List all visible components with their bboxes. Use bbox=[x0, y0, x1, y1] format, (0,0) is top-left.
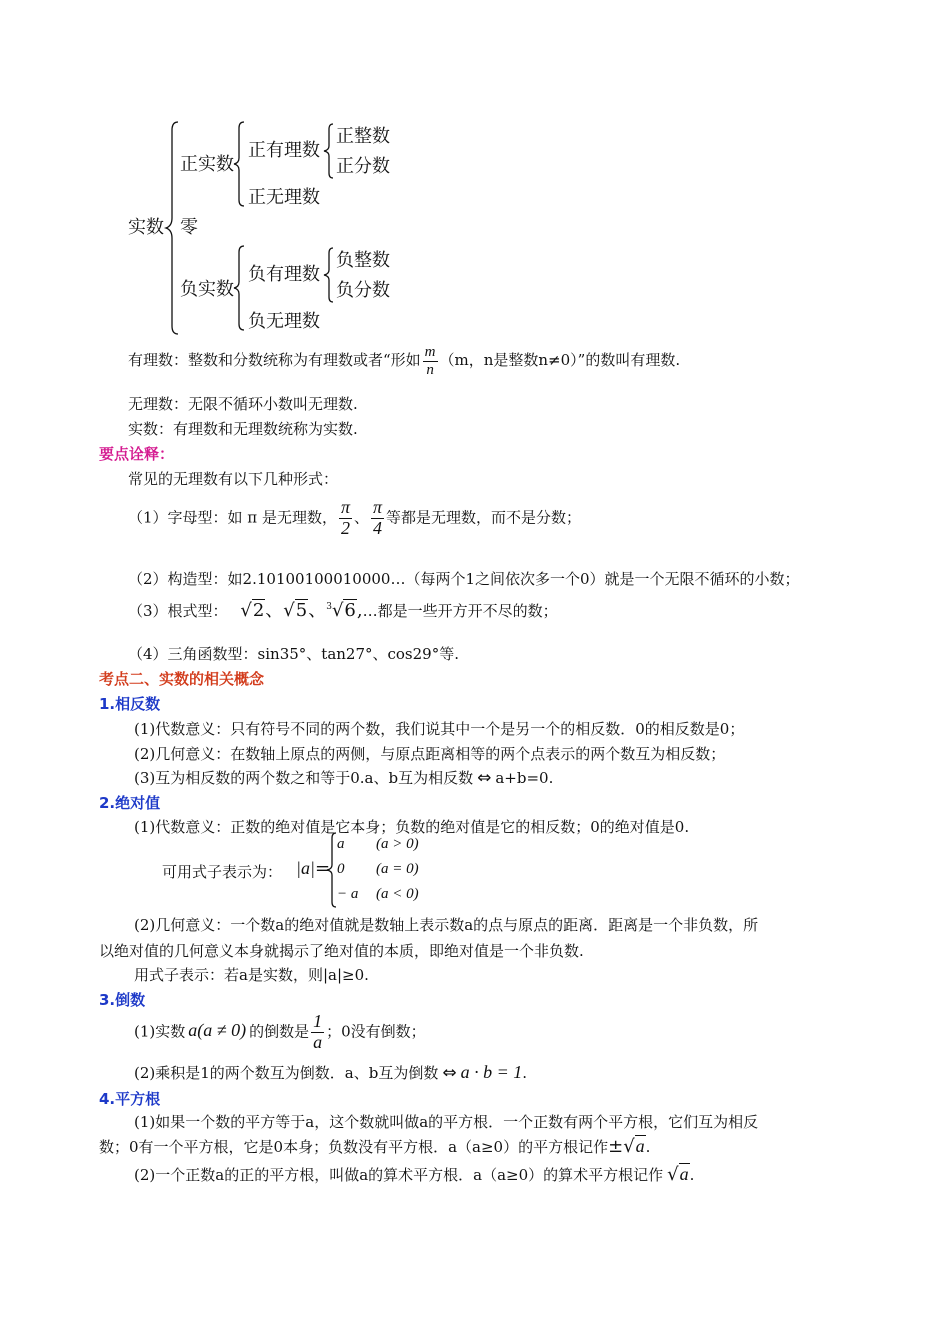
tree-pos-integer: 正整数 bbox=[336, 126, 390, 147]
def-irrational: 无理数：无限不循环小数叫无理数. bbox=[128, 395, 358, 413]
tree-root: 实数 bbox=[128, 217, 164, 238]
tree-pos-rational: 正有理数 bbox=[248, 140, 320, 161]
opposite-line-3: (3)互为相反数的两个数之和等于0.a、b互为相反数 ⇔ a+b=0. bbox=[134, 768, 554, 788]
neg-real-brace-icon bbox=[234, 246, 246, 330]
absolute-line-1: (1)代数意义：正数的绝对值是它本身；负数的绝对值是它的相反数；0的绝对值是0. bbox=[134, 818, 690, 836]
subsection-title-absolute: 2.绝对值 bbox=[99, 794, 161, 812]
tree-pos-irrational: 正无理数 bbox=[248, 187, 320, 208]
notes-item-2: （2）构造型：如2.10100100010000…（每两个1之间依次多一个0）就是一个无限不循环的小数； bbox=[128, 570, 800, 588]
notes-item-4: （4）三角函数型：sin35°、tan27°、cos29°等. bbox=[128, 645, 459, 663]
tree-neg-integer: 负整数 bbox=[336, 250, 390, 271]
absolute-line-3: 以绝对值的几何意义本身就揭示了绝对值的本质，即绝对值是一个非负数. bbox=[99, 942, 584, 960]
tree-pos-real: 正实数 bbox=[180, 154, 234, 175]
def-rational: 有理数：整数和分数统称为有理数或者“形如 $\frac{m}{n}$ （m，n是整数n≠0）”的数叫有理数. bbox=[128, 344, 681, 378]
root-brace-icon bbox=[166, 122, 180, 334]
notes-item-1: （1）字母型：如 π 是无理数， $\frac{\pi}{2}$ 、 $\frac{\pi}{4}$ 等都是无理数，而不是分数； bbox=[128, 497, 582, 538]
sqrt-line-2: 数；0有一个平方根，它是0本身；负数没有平方根．a（a≥0）的平方根记作±√a. bbox=[99, 1136, 651, 1157]
def-real: 实数：有理数和无理数统称为实数. bbox=[128, 420, 358, 438]
notes-item-3: （3）根式型： √2、√5、$^3$√6,…都是一些开方开不尽的数； bbox=[128, 600, 558, 621]
tree-neg-fraction: 负分数 bbox=[336, 280, 390, 301]
absolute-line-4: 用式子表示：若a是实数，则|a|≥0. bbox=[134, 966, 369, 984]
opposite-line-1: (1)代数意义：只有符号不同的两个数，我们说其中一个是另一个的相反数．0的相反数是0； bbox=[134, 720, 745, 738]
notes-intro: 常见的无理数有以下几种形式： bbox=[128, 470, 339, 488]
opposite-line-2: (2)几何意义：在数轴上原点的两侧，与原点距离相等的两个点表示的两个数互为相反数； bbox=[134, 745, 726, 763]
notes-heading: 要点诠释： bbox=[99, 445, 175, 463]
tree-neg-irrational: 负无理数 bbox=[248, 311, 320, 332]
section-title: 考点二、实数的相关概念 bbox=[99, 670, 265, 688]
subsection-title-sqrt: 4.平方根 bbox=[99, 1090, 161, 1108]
reciprocal-line-2: (2)乘积是1的两个数互为倒数．a、b互为倒数 ⇔ a · b = 1. bbox=[134, 1062, 528, 1083]
sqrt-line-1: (1)如果一个数的平方等于a，这个数就叫做a的平方根．一个正数有两个平方根，它们互为相反 bbox=[134, 1113, 759, 1131]
pos-rational-brace-icon bbox=[324, 124, 334, 178]
absolute-line-2: (2)几何意义：一个数a的绝对值就是数轴上表示数a的点与原点的距离．距离是一个非负数，所 bbox=[134, 916, 759, 934]
cases-brace-icon bbox=[327, 833, 337, 907]
subsection-title-reciprocal: 3.倒数 bbox=[99, 991, 146, 1009]
pos-real-brace-icon bbox=[234, 122, 246, 206]
reciprocal-line-1: (1)实数 a(a ≠ 0) 的倒数是 $\frac{1}{a}$ ；0没有倒数； bbox=[134, 1011, 426, 1052]
tree-neg-real: 负实数 bbox=[180, 279, 234, 300]
neg-rational-brace-icon bbox=[324, 248, 334, 302]
tree-neg-rational: 负有理数 bbox=[248, 264, 320, 285]
tree-zero: 零 bbox=[180, 217, 198, 238]
fraction-m-over-n: $\frac{m}{n}$ bbox=[424, 344, 436, 378]
sqrt-line-3: (2)一个正数a的正的平方根，叫做a的算术平方根．a（a≥0）的算术平方根记作 √a. bbox=[134, 1164, 695, 1185]
subsection-title-opposite: 1.相反数 bbox=[99, 695, 161, 713]
tree-pos-fraction: 正分数 bbox=[336, 156, 390, 177]
